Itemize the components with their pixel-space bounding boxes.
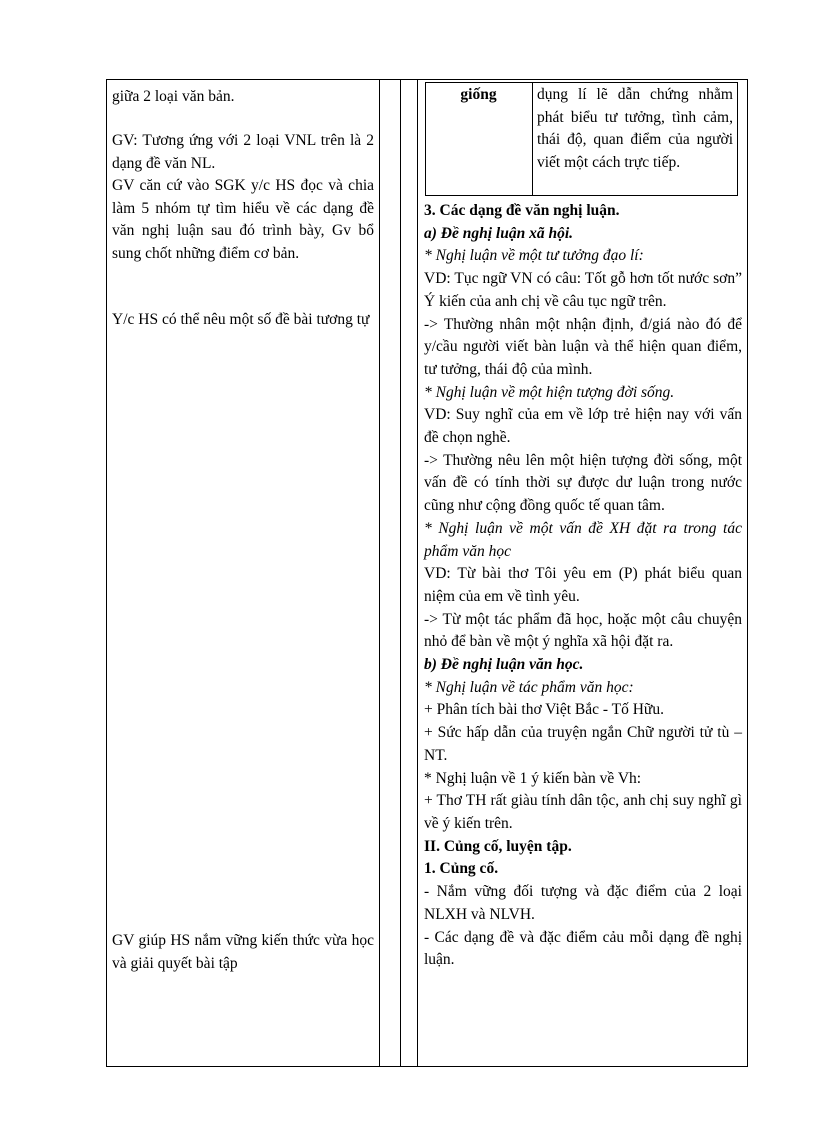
left-paragraph: Y/c HS có thể nêu một số đề bài tương tự <box>112 311 370 328</box>
section-2-title: II. Củng cố, luyện tập. <box>424 837 572 855</box>
b1-item-2: + Sức hấp dẫn của truyện ngắn Chữ người tử tù – NT. <box>424 724 742 764</box>
b2-item-1: + Thơ TH rất giàu tính dân tộc, anh chị suy nghĩ gì về ý kiến trên. <box>424 792 742 832</box>
a1-heading: * Nghị luận về một tư tưởng đạo lí: <box>424 247 644 265</box>
a3-heading: * Nghị luận về một vấn đề XH đặt ra trong tác phẩm văn học <box>424 519 742 560</box>
left-line: giữa 2 loại văn bản. <box>112 88 235 105</box>
column-divider-2 <box>400 79 401 1067</box>
a3-note: -> Từ một tác phẩm đã học, hoặc một câu chuyện nhỏ để bàn về một ý nghĩa xã hội đặt ra. <box>424 610 742 651</box>
b1-item-1: + Phân tích bài thơ Việt Bắc - Tố Hữu. <box>424 701 664 719</box>
b2-heading: * Nghị luận về 1 ý kiến bàn về Vh: <box>424 769 642 787</box>
comparison-table-divider <box>532 82 533 196</box>
left-paragraph: GV căn cứ vào SGK y/c HS đọc và chia làm 5 nhóm tự tìm hiểu về các dạng đề văn nghị luận sau đó trình bày, Gv bổ sung chốt những điểm cơ bản. <box>112 177 374 262</box>
a2-heading: * Nghị luận về một hiện tượng đời sống. <box>424 383 675 401</box>
sub1-item-2: - Các dạng đề và đặc điểm cảu mỗi dạng đề nghị luận. <box>424 928 742 969</box>
column-divider-1 <box>379 79 380 1067</box>
left-paragraph: GV: Tương ứng với 2 loại VNL trên là 2 dạng đề văn NL. <box>112 132 374 172</box>
a1-note: -> Thường nhân một nhận định, đ/giá nào đó để y/cầu người viết bàn luận và thể hiện quan điểm, tư tưởng, thái độ của mình. <box>424 315 742 378</box>
teacher-activity-1 <box>112 86 374 109</box>
comparison-label: giống <box>460 86 497 103</box>
b1-heading: * Nghị luận về tác phẩm văn học: <box>424 678 634 696</box>
teacher-activity-4 <box>112 930 374 975</box>
column-divider-3 <box>417 79 418 1067</box>
comparison-text: dụng lí lẽ dẫn chứng nhằm phát biểu tư tưởng, tình cảm, thái độ, quan điểm của người viết một cách trực tiếp. <box>537 86 733 171</box>
subsection-b-title: b) Đề nghị luận văn học. <box>424 656 584 674</box>
subsection-a-title: a) Đề nghị luận xã hội. <box>424 224 574 242</box>
teacher-activity-2 <box>112 130 374 265</box>
a2-note: -> Thường nêu lên một hiện tượng đời sống, một vấn đề có tính thời sự được dư luận trong nước cũng như cộng đồng quốc tế quan tâm. <box>424 451 742 515</box>
sub1-item-1: - Nắm vững đối tượng và đặc điểm của 2 loại NLXH và NLVH. <box>424 883 742 923</box>
content-column <box>424 200 742 972</box>
a3-example: VD: Từ bài thơ Tôi yêu em (P) phát biểu quan niệm của em về tình yêu. <box>424 565 742 605</box>
subsection-1-title: 1. Củng cố. <box>424 860 499 878</box>
teacher-activity-3 <box>112 309 374 332</box>
a2-example: VD: Suy nghĩ của em về lớp trẻ hiện nay với vấn đề chọn nghề. <box>424 406 742 447</box>
a1-example: VD: Tục ngữ VN có câu: Tốt gỗ hơn tốt nước sơn” Ý kiến của anh chị về câu tục ngữ trên. <box>424 270 742 310</box>
left-paragraph: GV giúp HS nắm vững kiến thức vừa học và giải quyết bài tập <box>112 932 374 972</box>
section-3-title: 3. Các dạng đề văn nghị luận. <box>424 202 620 219</box>
